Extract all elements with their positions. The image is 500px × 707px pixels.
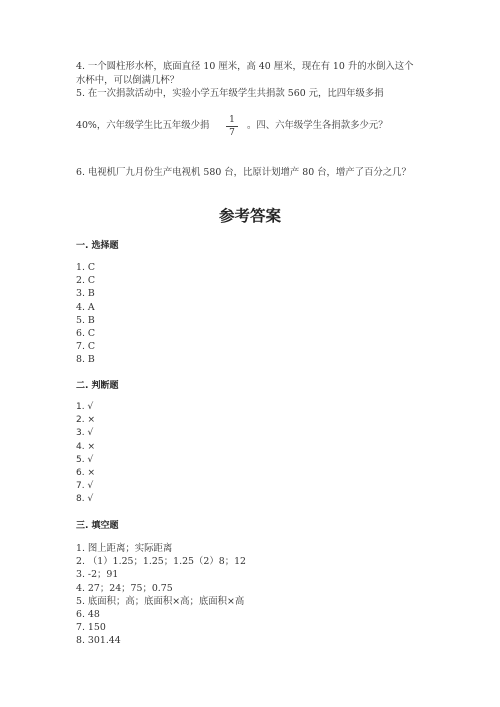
answer-item: 1. C — [76, 262, 96, 273]
question-5-line-1: 5. 在一次捐款活动中，实验小学五年级学生共捐款 560 元，比四年级多捐 — [76, 88, 384, 99]
section-heading-choice: 一. 选择题 — [76, 241, 119, 251]
answer-list-fill-in — [76, 542, 246, 648]
answer-item: 3. -2；91 — [76, 569, 119, 581]
answer-item: 6. × — [76, 467, 95, 478]
question-4-line-1: 4. 一个圆柱形水杯，底面直径 10 厘米，高 40 厘米，现在有 10 升的水倒入这个 — [76, 61, 414, 72]
answer-item: 4. A — [76, 301, 95, 313]
answer-item: 5. 底面积；高；底面积×高；底面积×高 — [76, 595, 245, 607]
answer-item: 3. √ — [76, 428, 94, 439]
answer-item: 3. B — [76, 288, 95, 300]
question-5-line-2-after: 。四、六年级学生各捐款多少元？ — [247, 120, 388, 131]
section-heading-fill-in: 三. 填空题 — [76, 521, 119, 531]
answer-item: 4. 27；24；75；0.75 — [76, 582, 173, 594]
answers-title: 参考答案 — [218, 206, 281, 225]
answer-item: 1. √ — [76, 402, 94, 412]
answer-item: 2. × — [76, 415, 95, 426]
section-heading-judgement: 二. 判断题 — [76, 381, 119, 391]
answer-item: 7. √ — [76, 481, 94, 492]
answer-list-choice — [76, 261, 95, 367]
answer-item: 6. C — [76, 327, 96, 339]
fraction-bar — [226, 126, 238, 127]
answer-item: 2. C — [76, 275, 96, 287]
question-5-line-2-before: 40%，六年级学生比五年级少捐 — [76, 120, 210, 131]
answer-item: 2. （1）1.25；1.25；1.25（2）8；12 — [76, 556, 246, 568]
question-6: 6. 电视机厂九月份生产电视机 580 台，比原计划增产 80 台，增产了百分之几？ — [76, 167, 411, 178]
answer-item: 5. B — [76, 314, 95, 326]
answer-item: 6. 48 — [76, 608, 100, 620]
answer-item: 7. C — [76, 341, 96, 353]
fraction-one-seventh — [226, 115, 238, 138]
fraction-numerator: 1 — [229, 115, 235, 125]
question-4-line-2: 水杯中，可以倒满几杯？ — [76, 75, 180, 86]
answer-item: 7. 150 — [76, 622, 106, 634]
answer-item: 1. 图上距离；实际距离 — [76, 543, 173, 554]
answer-item: 8. √ — [76, 494, 94, 505]
answer-item: 8. B — [76, 354, 95, 366]
answer-item: 8. 301.44 — [76, 635, 121, 647]
fraction-denominator: 7 — [229, 128, 235, 138]
answer-list-judgement — [76, 401, 95, 507]
answer-item: 5. √ — [76, 454, 94, 465]
answer-item: 4. × — [76, 441, 95, 452]
